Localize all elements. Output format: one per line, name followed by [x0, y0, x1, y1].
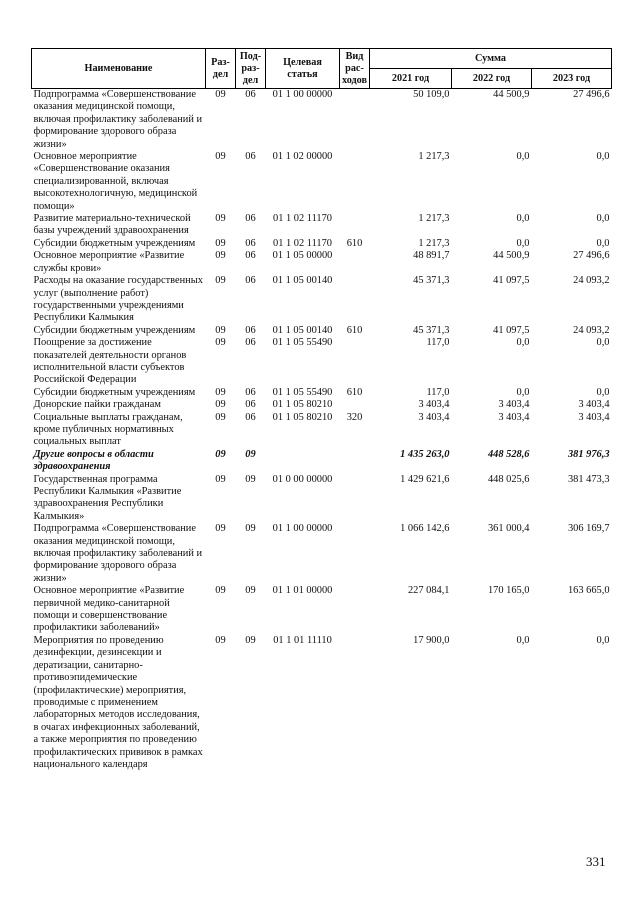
cell-podrazdel: 09 [245, 473, 256, 485]
cell-expense-type [340, 523, 370, 585]
cell-name: Основное мероприятие «Совершенствование оказания специализированной, включая высокотехнологичную, медицинской помощи» [33, 151, 198, 212]
cell-sum-2021: 117,0 [426, 337, 450, 349]
cell-sum-2023: 3 403,4 [578, 411, 610, 423]
cell-podrazdel: 09 [245, 448, 256, 460]
cell-podrazdel: 09 [245, 523, 256, 535]
cell-sum-2022: 41 097,5 [493, 275, 530, 287]
cell-expense-type [340, 337, 370, 387]
cell-target-article: 01 1 05 00140 [272, 324, 333, 336]
table-row [32, 635, 612, 771]
cell-sum-2023: 381 473,3 [567, 473, 610, 485]
cell-expense-type [340, 250, 370, 275]
cell-target-article: 01 1 02 11170 [273, 237, 332, 249]
cell-expense-type: 610 [346, 324, 363, 336]
cell-razdel: 09 [215, 213, 226, 225]
cell-podrazdel: 06 [245, 411, 256, 423]
cell-expense-type [340, 275, 370, 325]
cell-sum-2021: 50 109,0 [413, 89, 450, 100]
cell-expense-type [340, 474, 370, 524]
cell-sum-2023: 381 976,3 [567, 448, 610, 460]
cell-sum-2021: 227 084,1 [407, 585, 450, 597]
cell-expense-type: 610 [346, 386, 363, 398]
cell-name: Расходы на оказание государственных услуг (выполнение работ) государственными учреждениями Республики Калмыкия [33, 275, 203, 324]
cell-razdel: 09 [215, 275, 226, 287]
cell-sum-2022: 44 500,9 [493, 250, 530, 262]
cell-sum-2023: 0,0 [596, 386, 610, 398]
table-row [32, 337, 612, 387]
cell-podrazdel: 06 [245, 237, 256, 249]
cell-name: Субсидии бюджетным учреждениям [33, 386, 196, 398]
cell-sum-2022: 0,0 [516, 237, 530, 249]
header-year-2022: 2022 год [452, 69, 532, 89]
cell-podrazdel: 06 [245, 386, 256, 398]
cell-name: Другие вопросы в области здравоохранения [33, 448, 154, 473]
cell-sum-2022: 448 025,6 [487, 473, 530, 485]
cell-target-article: 01 1 05 55490 [272, 386, 333, 398]
table-row [32, 275, 612, 325]
cell-razdel: 09 [215, 151, 226, 163]
cell-sum-2021: 45 371,3 [413, 275, 450, 287]
cell-sum-2022: 0,0 [516, 634, 530, 646]
cell-name: Субсидии бюджетным учреждениям [33, 324, 196, 336]
cell-sum-2021: 1 429 621,6 [400, 473, 450, 485]
table-row [32, 399, 612, 411]
cell-expense-type [340, 89, 370, 152]
cell-sum-2021: 1 217,3 [418, 213, 450, 225]
cell-sum-2022: 44 500,9 [493, 89, 530, 100]
cell-target-article: 01 0 00 00000 [272, 473, 333, 485]
cell-sum-2022: 170 165,0 [487, 585, 530, 597]
cell-sum-2021: 117,0 [426, 386, 450, 398]
cell-sum-2023: 0,0 [596, 337, 610, 349]
cell-podrazdel: 06 [245, 324, 256, 336]
cell-name: Основное мероприятие «Развитие первичной медико-санитарной помощи и совершенствование профилактики заболеваний» [33, 585, 185, 634]
cell-sum-2023: 0,0 [596, 213, 610, 225]
cell-razdel: 09 [215, 399, 226, 411]
table-body [32, 89, 612, 772]
cell-sum-2021: 48 891,7 [413, 250, 450, 262]
cell-sum-2023: 3 403,4 [578, 399, 610, 411]
cell-razdel: 09 [215, 89, 226, 100]
cell-sum-2022: 448 528,6 [487, 448, 530, 460]
cell-sum-2021: 17 900,0 [413, 634, 450, 646]
cell-target-article: 01 1 05 55490 [272, 337, 333, 349]
table-row [32, 89, 612, 152]
cell-sum-2023: 24 093,2 [573, 275, 610, 287]
cell-target-article: 01 1 01 11110 [273, 634, 332, 646]
budget-table [31, 48, 612, 771]
cell-podrazdel: 09 [245, 634, 256, 646]
cell-sum-2023: 27 496,6 [573, 250, 610, 262]
cell-sum-2023: 306 169,7 [567, 523, 610, 535]
cell-target-article: 01 1 05 80210 [272, 399, 333, 411]
cell-sum-2023: 24 093,2 [573, 324, 610, 336]
cell-razdel: 09 [215, 337, 226, 349]
header-vid: Вид рас-ходов [340, 49, 370, 89]
cell-razdel: 09 [215, 473, 226, 485]
cell-sum-2022: 3 403,4 [498, 411, 530, 423]
cell-expense-type [340, 585, 370, 635]
header-target: Целевая статья [266, 49, 340, 89]
cell-razdel: 09 [215, 523, 226, 535]
cell-podrazdel: 06 [245, 399, 256, 411]
cell-sum-2023: 0,0 [596, 237, 610, 249]
cell-expense-type [340, 151, 370, 213]
cell-razdel: 09 [215, 448, 226, 460]
cell-podrazdel: 06 [245, 275, 256, 287]
cell-name: Донорские пайки гражданам [33, 399, 161, 411]
cell-razdel: 09 [215, 237, 226, 249]
cell-target-article: 01 1 00 00000 [272, 89, 333, 100]
cell-sum-2022: 41 097,5 [493, 324, 530, 336]
cell-name: Социальные выплаты гражданам, кроме публичных нормативных социальных выплат [33, 411, 183, 448]
cell-name: Поощрение за достижение показателей деятельности органов исполнительной власти субъектов Российской Федерации [33, 337, 187, 386]
cell-podrazdel: 09 [245, 585, 256, 597]
cell-sum-2023: 27 496,6 [573, 89, 610, 100]
cell-razdel: 09 [215, 411, 226, 423]
table-row [32, 412, 612, 449]
cell-podrazdel: 06 [245, 337, 256, 349]
cell-razdel: 09 [215, 634, 226, 646]
cell-sum-2023: 0,0 [596, 634, 610, 646]
header-razdel: Раз-дел [206, 49, 236, 89]
cell-expense-type: 320 [346, 411, 363, 423]
cell-target-article: 01 1 05 00000 [272, 250, 333, 262]
cell-podrazdel: 06 [245, 213, 256, 225]
cell-sum-2022: 361 000,4 [487, 523, 530, 535]
header-year-2021: 2021 год [370, 69, 452, 89]
table-row [32, 250, 612, 275]
cell-sum-2022: 0,0 [516, 386, 530, 398]
cell-razdel: 09 [215, 250, 226, 262]
table-row [32, 325, 612, 337]
cell-target-article: 01 1 02 00000 [272, 151, 333, 163]
cell-sum-2021: 3 403,4 [418, 399, 450, 411]
cell-target-article [266, 449, 340, 474]
table-row [32, 474, 612, 524]
cell-name: Развитие материально-технической базы учреждений здравоохранения [33, 213, 191, 237]
cell-sum-2022: 0,0 [516, 337, 530, 349]
cell-target-article: 01 1 05 00140 [272, 275, 333, 287]
cell-name: Подпрограмма «Совершенствование оказания медицинской помощи, включая профилактику заболеваний и формирование здорового образа жизни» [33, 523, 203, 584]
header-name: Наименование [32, 49, 206, 89]
header-podrazdel: Под-раз-дел [236, 49, 266, 89]
cell-expense-type [340, 213, 370, 238]
cell-podrazdel: 06 [245, 250, 256, 262]
cell-expense-type [340, 449, 370, 474]
table-row [32, 387, 612, 399]
cell-name: Государственная программа Республики Калмыкия «Развитие здравоохранения Республики Калмыкия» [33, 473, 182, 522]
table-row [32, 523, 612, 585]
cell-expense-type: 610 [346, 237, 363, 249]
table-row [32, 151, 612, 213]
header-sum: Сумма [370, 49, 612, 69]
cell-name: Мероприятия по проведению дезинфекции, дезинсекции и дератизации, санитарно-противоэпидемические (профилактические) мероприятия, проводимые с применением лабораторных методов исследования, в очагах инфекционных заболеваний, а также мероприятия по проведению профилактических прививок в рамках национального календаря [33, 634, 203, 770]
cell-sum-2022: 0,0 [516, 213, 530, 225]
cell-sum-2021: 45 371,3 [413, 324, 450, 336]
cell-sum-2021: 3 403,4 [418, 411, 450, 423]
cell-razdel: 09 [215, 324, 226, 336]
cell-podrazdel: 06 [245, 89, 256, 100]
cell-razdel: 09 [215, 386, 226, 398]
cell-expense-type [340, 399, 370, 411]
cell-name: Основное мероприятие «Развитие службы крови» [33, 250, 185, 274]
cell-expense-type [340, 635, 370, 771]
cell-sum-2021: 1 435 263,0 [400, 448, 450, 460]
table-row [32, 449, 612, 474]
cell-target-article: 01 1 01 00000 [272, 585, 333, 597]
cell-sum-2021: 1 217,3 [418, 151, 450, 163]
cell-target-article: 01 1 05 80210 [272, 411, 333, 423]
header-year-2023: 2023 год [532, 69, 612, 89]
table-row [32, 213, 612, 238]
cell-razdel: 09 [215, 585, 226, 597]
cell-sum-2023: 0,0 [596, 151, 610, 163]
cell-name: Субсидии бюджетным учреждениям [33, 237, 196, 249]
table-row [32, 238, 612, 250]
cell-sum-2021: 1 217,3 [418, 237, 450, 249]
cell-sum-2023: 163 665,0 [567, 585, 610, 597]
table-row [32, 585, 612, 635]
cell-target-article: 01 1 02 11170 [273, 213, 332, 225]
cell-sum-2022: 3 403,4 [498, 399, 530, 411]
cell-target-article: 01 1 00 00000 [272, 523, 333, 535]
cell-podrazdel: 06 [245, 151, 256, 163]
page-number: 331 [586, 854, 606, 869]
cell-sum-2022: 0,0 [516, 151, 530, 163]
cell-name: Подпрограмма «Совершенствование оказания медицинской помощи, включая профилактику заболеваний и формирование здорового образа жизни» [33, 89, 203, 150]
cell-sum-2021: 1 066 142,6 [400, 523, 450, 535]
